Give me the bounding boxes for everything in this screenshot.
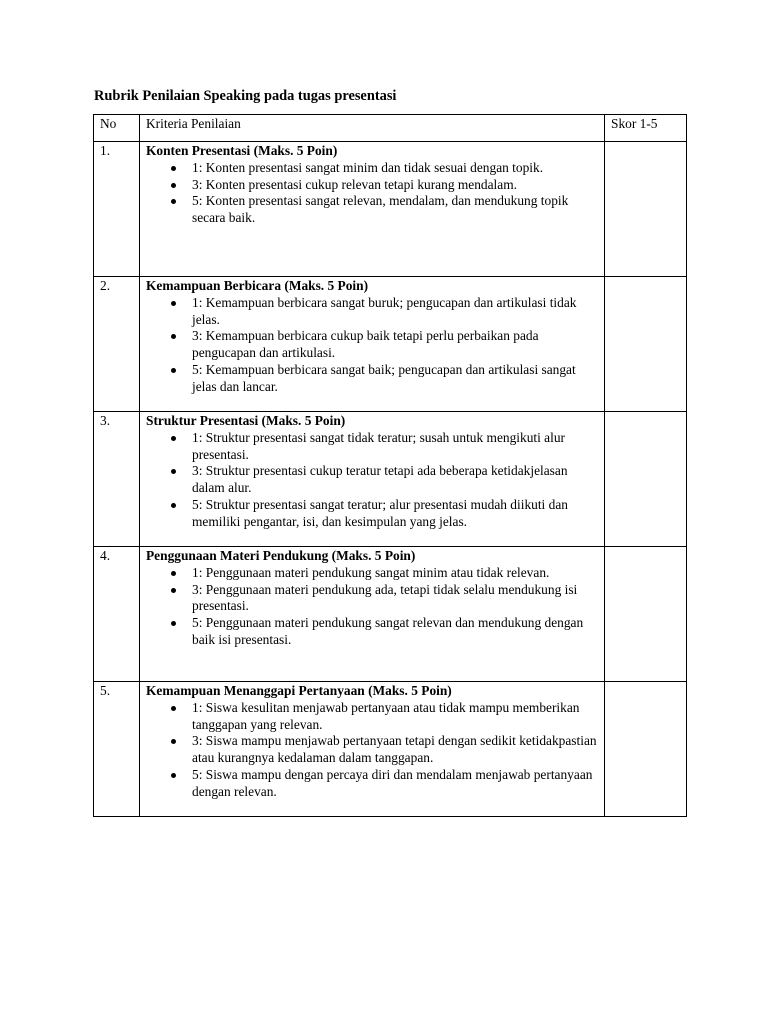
score-level-item: 5: Konten presentasi sangat relevan, mendalam, dan mendukung topik secara baik.: [192, 193, 598, 227]
table-row: [94, 682, 687, 817]
row-number: 5.: [94, 682, 140, 817]
score-level-list: [146, 700, 598, 801]
row-number: 2.: [94, 277, 140, 412]
score-level-item: 1: Konten presentasi sangat minim dan tidak sesuai dengan topik.: [192, 160, 598, 177]
score-level-list: [146, 430, 598, 531]
column-header-criteria: Kriteria Penilaian: [140, 115, 605, 142]
table-row: [94, 412, 687, 547]
score-level-item: 1: Kemampuan berbicara sangat buruk; pengucapan dan artikulasi tidak jelas.: [192, 295, 598, 329]
score-cell[interactable]: [605, 547, 687, 682]
score-level-item: 1: Penggunaan materi pendukung sangat minim atau tidak relevan.: [192, 565, 598, 582]
criteria-cell: [140, 412, 605, 547]
table-row: [94, 142, 687, 277]
criteria-title: Konten Presentasi (Maks. 5 Poin): [146, 143, 338, 158]
score-cell[interactable]: [605, 682, 687, 817]
criteria-title: Kemampuan Menanggapi Pertanyaan (Maks. 5 Poin): [146, 683, 452, 698]
criteria-cell: [140, 547, 605, 682]
score-cell[interactable]: [605, 142, 687, 277]
table-header-row: [94, 115, 687, 142]
score-level-item: 5: Siswa mampu dengan percaya diri dan mendalam menjawab pertanyaan dengan relevan.: [192, 767, 598, 801]
score-level-list: [146, 565, 598, 649]
score-level-item: 5: Struktur presentasi sangat teratur; alur presentasi mudah diikuti dan memiliki pengantar, isi, dan kesimpulan yang jelas.: [192, 497, 598, 531]
score-cell[interactable]: [605, 412, 687, 547]
rubric-table: [93, 114, 687, 817]
row-number: 3.: [94, 412, 140, 547]
table-row: [94, 277, 687, 412]
score-level-item: 3: Kemampuan berbicara cukup baik tetapi perlu perbaikan pada pengucapan dan artikulasi.: [192, 328, 598, 362]
score-level-item: 3: Struktur presentasi cukup teratur tetapi ada beberapa ketidakjelasan dalam alur.: [192, 463, 598, 497]
score-level-item: 1: Struktur presentasi sangat tidak teratur; susah untuk mengikuti alur presentasi.: [192, 430, 598, 464]
score-level-item: 3: Konten presentasi cukup relevan tetapi kurang mendalam.: [192, 177, 598, 194]
criteria-title: Penggunaan Materi Pendukung (Maks. 5 Poin): [146, 548, 416, 563]
criteria-cell: [140, 277, 605, 412]
criteria-cell: [140, 142, 605, 277]
score-level-list: [146, 160, 598, 227]
criteria-title: Struktur Presentasi (Maks. 5 Poin): [146, 413, 346, 428]
score-level-item: 3: Siswa mampu menjawab pertanyaan tetapi dengan sedikit ketidakpastian atau kurangnya kedalaman dalam tanggapan.: [192, 733, 597, 766]
column-header-no: No: [94, 115, 140, 142]
score-level-item: 5: Penggunaan materi pendukung sangat relevan dan mendukung dengan baik isi presentasi.: [192, 615, 598, 649]
page-title: Rubrik Penilaian Speaking pada tugas presentasi: [94, 88, 397, 104]
score-level-list: [146, 295, 598, 396]
score-level-item: 5: Kemampuan berbicara sangat baik; pengucapan dan artikulasi sangat jelas dan lancar.: [192, 362, 598, 396]
row-number: 1.: [94, 142, 140, 277]
criteria-cell: [140, 682, 605, 817]
criteria-title: Kemampuan Berbicara (Maks. 5 Poin): [146, 278, 369, 293]
score-level-item: 3: Penggunaan materi pendukung ada, tetapi tidak selalu mendukung isi presentasi.: [192, 582, 598, 616]
column-header-score: Skor 1-5: [605, 115, 687, 142]
row-number: 4.: [94, 547, 140, 682]
score-level-item: 1: Siswa kesulitan menjawab pertanyaan atau tidak mampu memberikan tanggapan yang relevan.: [192, 700, 598, 734]
score-cell[interactable]: [605, 277, 687, 412]
table-row: [94, 547, 687, 682]
